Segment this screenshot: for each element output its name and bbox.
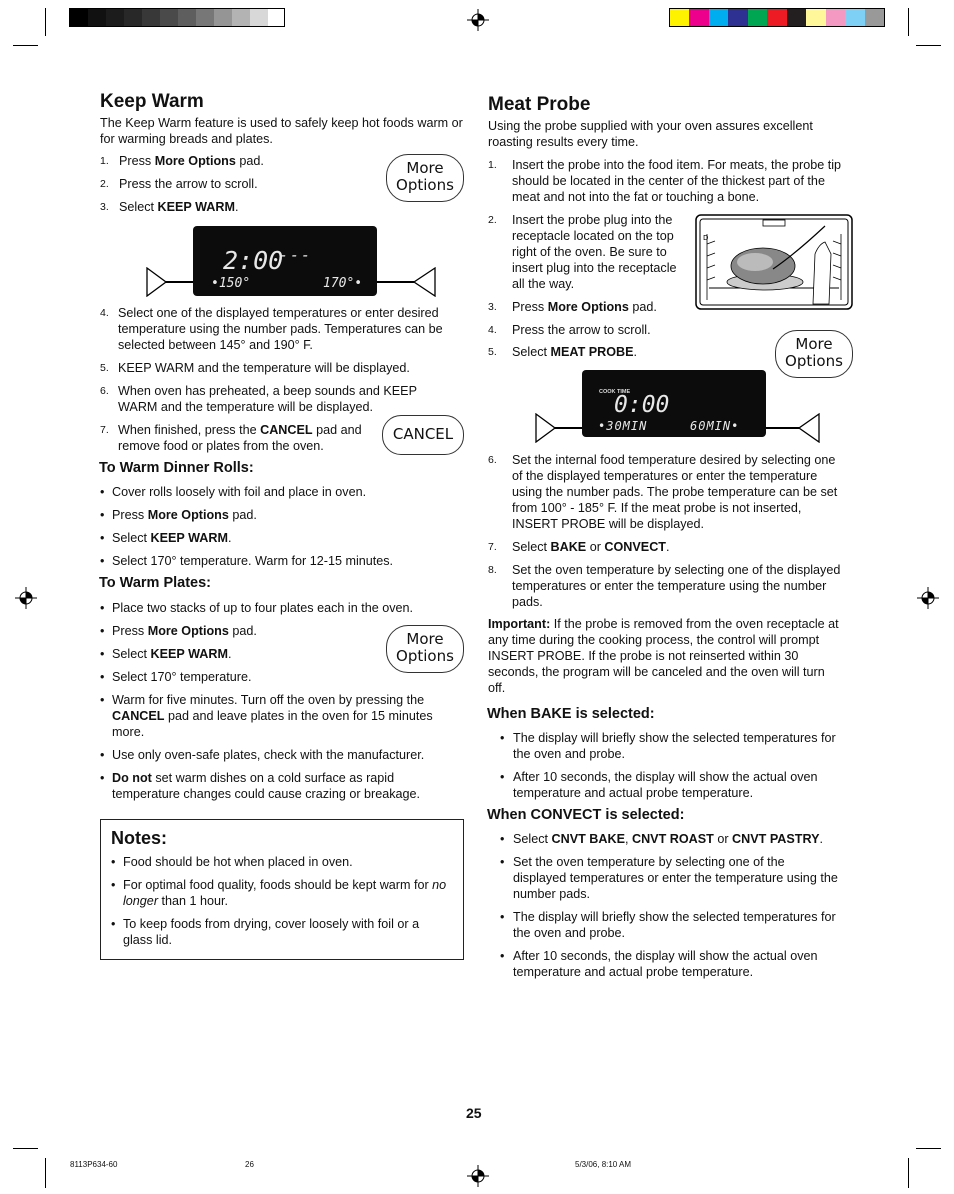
- probe-step-6: 6. Set the internal food temperature desired by selecting one of the displayed temperatures or enter the temperature using the number pads. The probe temperature can be set from 100° - 185° F. If the meat probe is not inserted, INSERT PROBE will be displayed.: [488, 453, 838, 531]
- registration-mark-icon: [917, 587, 939, 609]
- calibration-swatch: [845, 9, 865, 26]
- oven-probe-illustration: [695, 214, 853, 310]
- plates-bullet: • Warm for five minutes. Turn off the oven by pressing the CANCEL pad and leave plates in the oven for 15 minutes more.: [100, 693, 433, 739]
- probe-step-3: 3. Press More Options pad.: [488, 300, 657, 314]
- calibration-swatch: [232, 9, 250, 26]
- plates-bullet: • Do not set warm dishes on a cold surface as rapid temperature changes could cause crazing or breakage.: [100, 771, 421, 801]
- convect-bullet: • The display will briefly show the selected temperatures for the oven and probe.: [500, 910, 836, 940]
- page-number: 25: [466, 1105, 482, 1121]
- calibration-swatch: [728, 9, 748, 26]
- more-options-pad[interactable]: More Options: [775, 330, 853, 378]
- calibration-swatch: [250, 9, 268, 26]
- keep-warm-step-4: 4. Select one of the displayed temperatures or enter desired temperature using the number pads. Temperatures can be selected between 145° and 190° F.: [100, 306, 443, 352]
- calibration-swatch: [865, 9, 884, 26]
- convect-bullet: • Set the oven temperature by selecting one of the displayed temperatures or enter the temperature using the number pads.: [500, 855, 838, 901]
- plates-bullet: • Use only oven-safe plates, check with the manufacturer.: [100, 748, 425, 762]
- gray-calibration-bar: [69, 8, 285, 27]
- calibration-swatch: [806, 9, 826, 26]
- color-calibration-bar: [669, 8, 885, 27]
- footer-date: 5/3/06, 8:10 AM: [575, 1160, 632, 1169]
- keep-warm-step-5: 5. KEEP WARM and the temperature will be displayed.: [100, 361, 410, 375]
- keep-warm-title: Keep Warm: [100, 91, 204, 112]
- more-options-pad[interactable]: More Options: [386, 625, 464, 673]
- probe-step-8: 8. Set the oven temperature by selecting one of the displayed temperatures or enter the temperature using the number pads.: [488, 563, 841, 609]
- plates-bullet: • Select KEEP WARM.: [100, 647, 232, 661]
- meat-probe-title: Meat Probe: [488, 94, 591, 115]
- bake-bullet: • After 10 seconds, the display will show the actual oven temperature and actual probe temperature.: [500, 770, 818, 800]
- time-option-left: •30MIN: [598, 419, 648, 433]
- calibration-swatch: [214, 9, 232, 26]
- keep-warm-step-6: 6. When oven has preheated, a beep sounds and KEEP WARM and the temperature will be displayed.: [100, 384, 417, 414]
- rolls-bullet: • Select KEEP WARM.: [100, 531, 232, 545]
- probe-step-4: 4. Press the arrow to scroll.: [488, 323, 651, 337]
- calibration-swatch: [826, 9, 845, 26]
- calibration-swatch: [106, 9, 124, 26]
- calibration-swatch: [142, 9, 160, 26]
- convect-bullet: • After 10 seconds, the display will show the actual oven temperature and actual probe temperature.: [500, 949, 818, 979]
- calibration-swatch: [787, 9, 806, 26]
- note-bullet: • To keep foods from drying, cover loosely with foil or a glass lid.: [111, 917, 420, 947]
- meat-probe-display: COOK TIME 0:00 •30MIN 60MIN•: [582, 370, 766, 437]
- calibration-swatch: [748, 9, 767, 26]
- bake-bullet: • The display will briefly show the selected temperatures for the oven and probe.: [500, 731, 836, 761]
- registration-mark-icon: [467, 1165, 489, 1187]
- convect-selected-title: When CONVECT is selected:: [487, 807, 685, 823]
- svg-text:D: D: [703, 234, 709, 242]
- calibration-swatch: [767, 9, 787, 26]
- meat-probe-intro: Using the probe supplied with your oven assures excellent roasting results every time.: [488, 119, 813, 149]
- keep-warm-step-2: 2. Press the arrow to scroll.: [100, 177, 258, 191]
- probe-step-2: 2. Insert the probe plug into the receptacle located on the top right of the oven. Be sure to insert plug into the receptacle all the way.: [488, 213, 677, 291]
- warm-plates-title: To Warm Plates:: [99, 575, 211, 591]
- keep-warm-step-1: 1. Press More Options pad.: [100, 154, 264, 168]
- registration-mark-icon: [15, 587, 37, 609]
- rolls-bullet: • Select 170° temperature. Warm for 12-15 minutes.: [100, 554, 394, 568]
- calibration-swatch: [124, 9, 142, 26]
- calibration-swatch: [70, 9, 88, 26]
- notes-box: [100, 819, 464, 960]
- footer-code: 8113P634-60: [70, 1160, 118, 1169]
- probe-step-1: 1. Insert the probe into the food item. For meats, the probe tip should be located in the center of the thickest part of the meat and not into the fat or touching a bone.: [488, 158, 842, 204]
- keep-warm-step-3: 3. Select KEEP WARM.: [100, 200, 239, 214]
- note-bullet: • For optimal food quality, foods should be kept warm for no longer than 1 hour.: [111, 878, 447, 908]
- note-bullet: • Food should be hot when placed in oven.: [111, 855, 353, 869]
- footer-page: 26: [245, 1160, 254, 1169]
- cancel-pad[interactable]: CANCEL: [382, 415, 464, 455]
- time-option-right: 60MIN•: [690, 419, 740, 433]
- rolls-bullet: • Press More Options pad.: [100, 508, 257, 522]
- temp-option-left: •150°: [211, 276, 251, 291]
- calibration-swatch: [178, 9, 196, 26]
- more-options-pad[interactable]: More Options: [386, 154, 464, 202]
- calibration-swatch: [88, 9, 106, 26]
- important-note: Important: If the probe is removed from the oven receptacle at any time during the cooking process, the control will prompt INSERT PROBE. If the probe is not reinserted within 30 seconds, the program will be canceled and the oven will turn off.: [488, 617, 839, 695]
- calibration-swatch: [709, 9, 728, 26]
- plates-bullet: • Select 170° temperature.: [100, 670, 252, 684]
- keep-warm-intro: The Keep Warm feature is used to safely keep hot foods warm or for warming breads and plates.: [100, 116, 463, 146]
- rolls-bullet: • Cover rolls loosely with foil and place in oven.: [100, 485, 367, 499]
- notes-title: Notes:: [111, 828, 168, 848]
- probe-step-5: 5. Select MEAT PROBE.: [488, 345, 638, 359]
- warm-rolls-title: To Warm Dinner Rolls:: [99, 460, 254, 476]
- calibration-swatch: [268, 9, 284, 26]
- bake-selected-title: When BAKE is selected:: [487, 706, 655, 722]
- temp-option-right: 170°•: [323, 276, 363, 291]
- calibration-swatch: [689, 9, 709, 26]
- calibration-swatch: [196, 9, 214, 26]
- calibration-swatch: [670, 9, 689, 26]
- probe-step-7: 7. Select BAKE or CONVECT.: [488, 540, 670, 554]
- calibration-swatch: [160, 9, 178, 26]
- keep-warm-step-7: 7. When finished, press the CANCEL pad and remove food or plates from the oven.: [100, 423, 362, 453]
- plates-bullet: • Place two stacks of up to four plates each in the oven.: [100, 601, 414, 615]
- plates-bullet: • Press More Options pad.: [100, 624, 257, 638]
- convect-bullet: • Select CNVT BAKE, CNVT ROAST or CNVT PASTRY.: [500, 832, 824, 846]
- registration-mark-icon: [467, 9, 489, 31]
- keep-warm-display: 2:00 --- •150° 170°•: [193, 226, 377, 296]
